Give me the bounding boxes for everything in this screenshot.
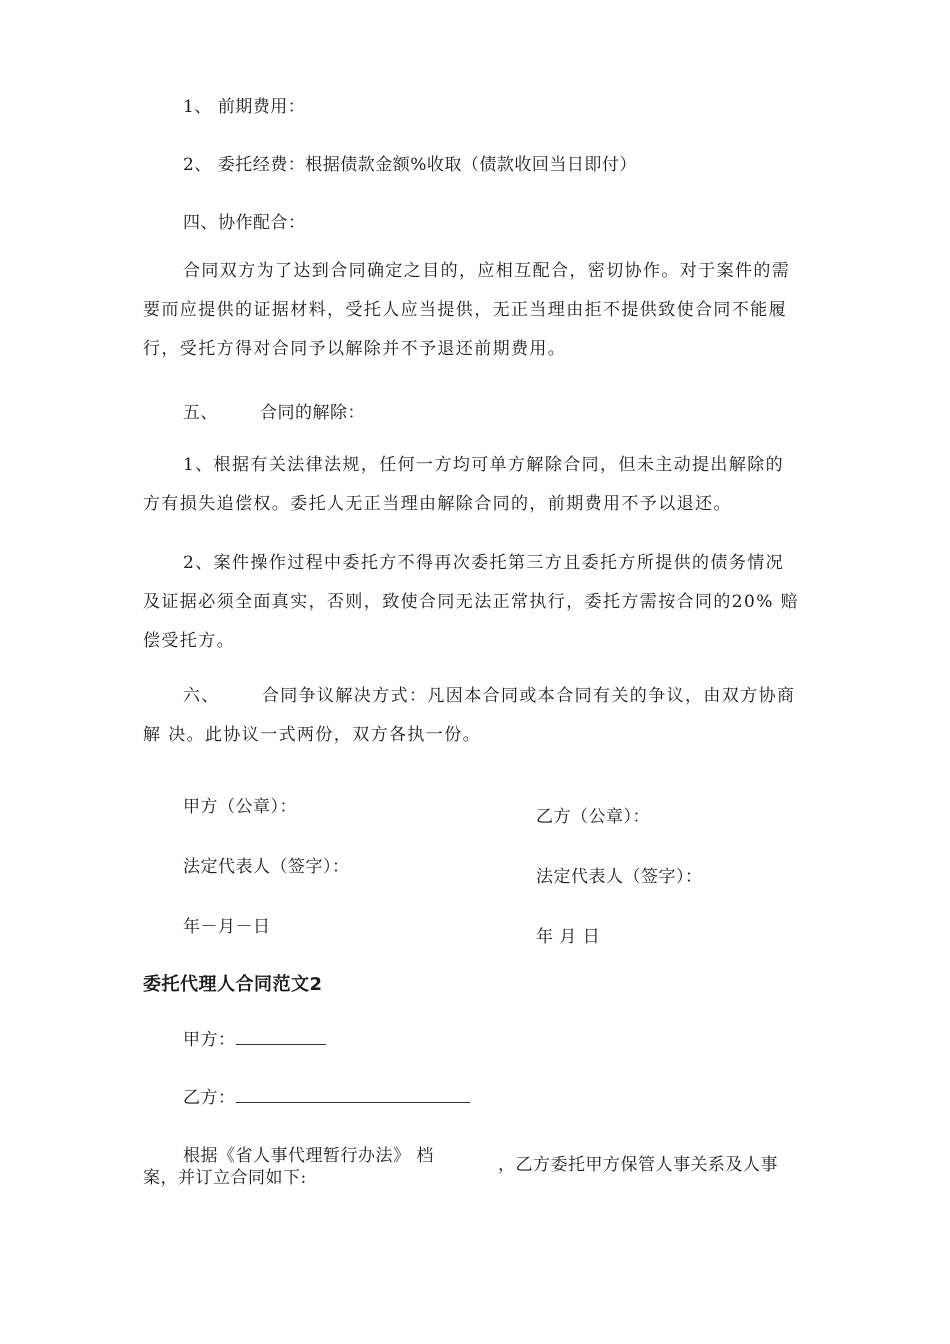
section-6-body: 合同争议解决方式：凡因本合同或本合同有关的争议，由双方协商解 决。此协议一式两份，双方各执一份。 [143,686,796,745]
section-5-number: 五、 [183,403,218,423]
party-b-date: 年 月 日 [536,927,601,947]
contract-2-title: 委托代理人合同范文2 [143,974,323,995]
party-b-blank [236,1088,470,1103]
party-a-blank [236,1030,326,1045]
section-5-item-2: 2、案件操作过程中委托方不得再次委托第三方且委托方所提供的债务情况 及证据必须全面真实，否则，致使合同无法正常执行，委托方需按合同的20% 赔偿受托方。 [143,553,799,651]
party-a-representative: 法定代表人（签字）： [183,857,350,877]
fee-item-2: 2、 委托经费：根据债款金额%收取（债款收回当日即付） [183,155,637,175]
section-5-title: 合同的解除： [260,403,365,423]
intro-line-2: 案，并订立合同如下: [143,1168,307,1188]
intro-line-1-right: ，乙方委托甲方保管人事关系及人事 [498,1155,778,1175]
section-4-title: 四、协作配合： [183,213,306,233]
section-5-heading [183,398,365,423]
party-b-representative: 法定代表人（签字）： [536,867,703,887]
fee-item-1: 1、 前期费用： [183,97,306,117]
contract-2-party-a [183,1025,326,1050]
party-a-seal: 甲方（公章）： [183,797,297,817]
section-6-number: 六、 [183,686,220,706]
party-a-label: 甲方： [183,1030,236,1050]
intro-line-1-left: 根据《省人事代理暂行办法》 档 [183,1146,434,1166]
section-6 [143,677,808,755]
party-b-seal: 乙方（公章）： [536,807,650,827]
section-4-body: 合同双方为了达到合同确定之目的，应相互配合，密切协作。对于案件的需要而应提供的证据材料，受托人应当提供，无正当理由拒不提供致使合同不能履行，受托方得对合同予以解除并不予退还前期费用。 [143,261,791,359]
party-b-label: 乙方： [183,1088,236,1108]
section-5-item-1: 1、根据有关法律法规，任何一方均可单方解除合同，但未主动提出解除的 方有损失追偿权。委托人无正当理由解除合同的，前期费用不予以退还。 [143,455,785,514]
party-a-date: 年－月－日 [183,917,271,937]
contract-2-party-b [183,1083,470,1108]
